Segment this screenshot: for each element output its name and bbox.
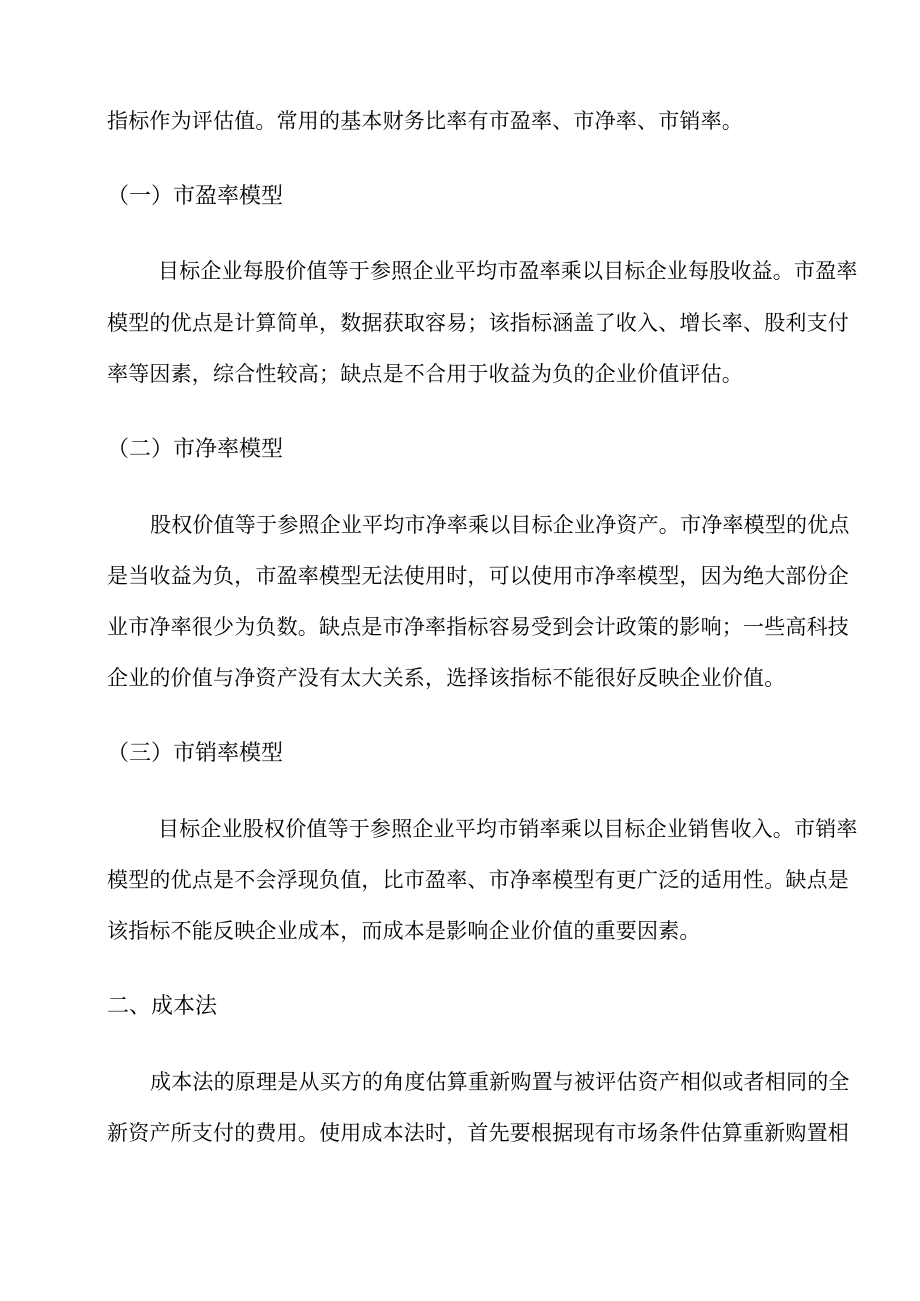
section-heading-ps-model: （三）市销率模型 <box>107 741 284 766</box>
paragraph-line: 成本法的原理是从买方的角度估算重新购置与被评估资产相似或者相同的全 <box>150 1070 850 1094</box>
paragraph-line: 该指标不能反映企业成本，而成本是影响企业价值的重要因素。 <box>107 919 701 943</box>
paragraph-line: 目标企业每股价值等于参照企业平均市盈率乘以目标企业每股收益。市盈率 <box>158 259 858 283</box>
paragraph-line: 模型的优点是不会浮现负值，比市盈率、市净率模型有更广泛的适用性。缺点是 <box>107 868 849 892</box>
paragraph-line: 新资产所支付的费用。使用成本法时，首先要根据现有市场条件估算重新购置相 <box>107 1121 849 1145</box>
paragraph-line: 目标企业股权价值等于参照企业平均市销率乘以目标企业销售收入。市销率 <box>158 817 858 841</box>
section-heading-pb-model: （二）市净率模型 <box>107 437 284 462</box>
paragraph-line: 股权价值等于参照企业平均市净率乘以目标企业净资产。市净率模型的优点 <box>150 513 850 537</box>
section-heading-cost-method: 二、成本法 <box>107 994 218 1019</box>
paragraph-line: 业市净率很少为负数。缺点是市净率指标容易受到会计政策的影响；一些高科技 <box>107 615 849 639</box>
section-heading-pe-model: （一）市盈率模型 <box>107 184 284 209</box>
paragraph-line: 模型的优点是计算简单，数据获取容易；该指标涵盖了收入、增长率、股利支付 <box>107 311 849 335</box>
paragraph-line: 是当收益为负，市盈率模型无法使用时，可以使用市净率模型，因为绝大部份企 <box>107 564 849 588</box>
intro-line: 指标作为评估值。常用的基本财务比率有市盈率、市净率、市销率。 <box>107 109 743 133</box>
paragraph-line: 企业的价值与净资产没有太大关系，选择该指标不能很好反映企业价值。 <box>107 666 786 690</box>
paragraph-line: 率等因素，综合性较高；缺点是不合用于收益为负的企业价值评估。 <box>107 362 743 386</box>
